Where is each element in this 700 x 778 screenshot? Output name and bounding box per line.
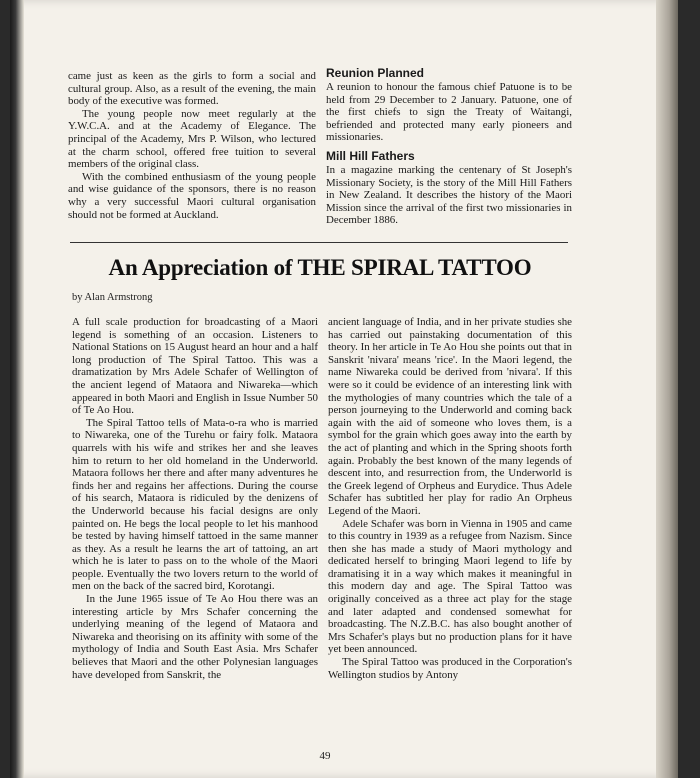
paragraph: The young people now meet regularly at the Y.W.C.A. and at the Academy of Elegance. The principal of the Academy, Mrs P. Wilson, who lectured at the charm school, offered free tuition to several members of the original class. [68,107,316,171]
top-right-column [326,66,572,227]
paragraph: A full scale production for broadcasting of a Maori legend is something of an occasion. Listeners to National Stations on 15 August heard an hour and a half long production of The Spiral Tattoo. This was a dramatization by Mrs Adele Schafer of Wellington of the ancient legend of Mataora and Niwareka—which appeared in both Maori and English in Issue Number 50 of Te Ao Hou. [72,316,318,417]
paragraph: With the combined enthusiasm of the young people and wise guidance of the sponsors, there is no reason why a very successful Maori cultural organisation should not be formed at Auckland. [68,170,316,221]
mill-hill-text: In a magazine marking the centenary of St Joseph's Missionary Society, is the story of the Mill Hill Fathers in New Zealand. It describes the history of the Maori Mission since the arrival of the first two missionaries in December 1886. [326,163,572,227]
top-left-column [68,70,316,221]
section-divider [70,242,568,243]
paragraph: came just as keen as the girls to form a social and cultural group. Also, as a result of the evening, the main body of the executive was formed. [68,70,316,108]
paragraph: ancient language of India, and in her private studies she has carried out painstaking documentation of this theory. In her article in Te Ao Hou she points out that in Sanskrit 'nivara' means 'rice'. In the Maori legend, the name Niwareka could be derived from 'nivara'. If this were so it could be evidence of an interesting link with the mythologies of many countries which the tale of a person journeying to the Underworld and coming back again with the aid of someone who loves them, is a symbol for the grain which goes away into the earth by the act of planting and which in the Spring shoots forth again. Probably the best known of the many legends of descent into, and resurrection from, the Underworld is the Greek legend of Orpheus and Eurydice. Thus Adele Schafer has subtitled her play for radio An Orpheus Legend of the Maori. [328,316,572,517]
article-right-column [328,316,572,681]
mill-hill-heading: Mill Hill Fathers [326,148,415,163]
paragraph: The Spiral Tattoo tells of Mata-o-ra who is married to Niwareka, one of the Turehu or fairy folk. Mataora quarrels with his wife and strikes her and she leaves him to return to her old homeland in the Underworld. Mataora follows her there and after many adventures he finds her and regains her affections. During the course of his search, Mataora is ridiculed by the denizens of the Underworld because his facial designs are only painted on. He begs the local people to let his manhood be tested by having himself tattoed in the same manner as they. As a result he learns the art of tattoing, an art which he is later to pass on to the whole of the Maori people. Eventually the two lovers return to the world of men on the back of the sacred bird, Korotangi. [72,416,318,593]
reunion-heading: Reunion Planned [326,66,425,80]
paragraph: The Spiral Tattoo was produced in the Corporation's Wellington studios by Antony [328,656,572,681]
page-gutter-shadow [656,0,678,778]
page-binding-edge [10,0,24,778]
article-title: An Appreciation of THE SPIRAL TATTOO [108,255,532,280]
magazine-page [10,0,678,778]
paragraph: Adele Schafer was born in Vienna in 1905 and came to this country in 1939 as a refugee from Nazism. Since then she has made a study of Maori mythology and dedicated herself to bringing Maori legend to life by dramatising it in a way which makes it meaningful in this modern day and age. The Spiral Tattoo was originally conceived as a three act play for the stage and later adapted and condensed somewhat for broadcasting. The N.Z.B.C. has also bought another of Mrs Schafer's plays but no production plans for it have yet been announced. [328,517,572,656]
article-left-column [72,316,318,681]
paragraph: In the June 1965 issue of Te Ao Hou there was an interesting article by Mrs Schafer concerning the underlying meaning of the legend of Mataora and Niwareka and theorising on its affinity with some of the mythology of India and South East Asia. Mrs Schafer believes that Maori and the other Polynesian languages have developed from Sanskrit, the [72,593,318,681]
page-number: 49 [319,750,331,762]
article-byline: by Alan Armstrong [72,292,153,303]
reunion-text: A reunion to honour the famous chief Patuone is to be held from 29 December to 2 January. Patuone, one of the first chiefs to sign the Treaty of Waitangi, befriended and protected many early pioneers and missionaries. [326,81,572,144]
